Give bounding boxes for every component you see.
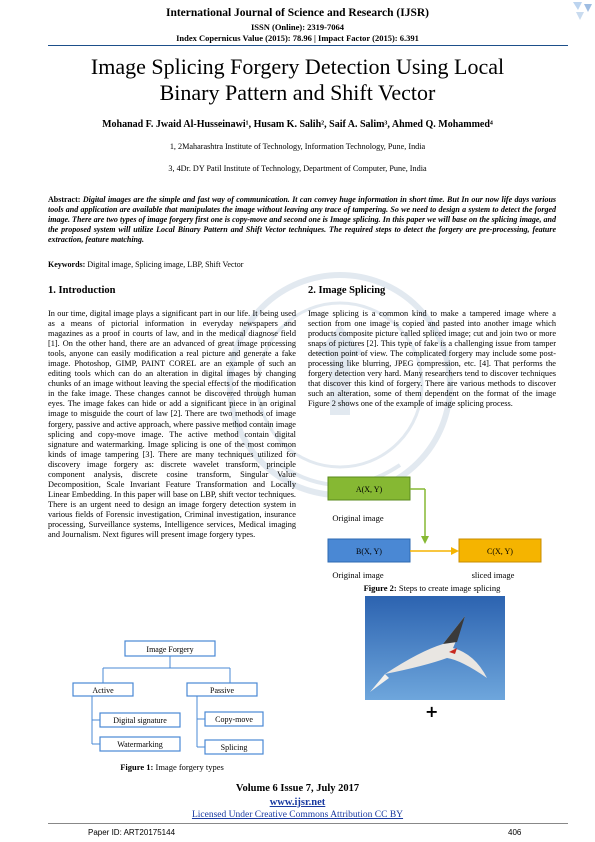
fig1-copy-move-label: Copy-move (215, 715, 253, 724)
section-1-paragraph: In our time, digital image plays a significant part in our life. It being used as a means of pictorial information in everyday newspapers and magazines as a proof in courts of law, and in the medical diagnose field [1]. On the other hand, there are an advanced of great image processing tools, anyone can easily modification a real picture and generate a fake image. Photoshop, GIMP, PAINT COREL are an example of such an editing tools which can do an alteration in digital images by changing chunks of an image without leaving the special effects of the modification in the fake image. These changes cannot be discovered through human eyes. The image fakes can hide or add a significant piece in an original image to misguide the court of law [2]. There are two methods of image forgery, passive and active approach, where passive method contain image splicing and copy-move image. The active method contain digital signature and watermarking. Image splicing is one of the most common kinds of image tampering [3]. There are many techniques utilized for discovery image forgery as: discrete wavelet transform, principle component analysis, discrete cosine transform, Singular Value Decomposition, Scale Invariant Feature Transformation and Locally Linear Embedding. In this paper will base on LBP, shift vector techniques. There is an urgent need to design an image forgery detection system in various fields of Forensic investigation, Criminal investigation, insurance processing, Surveillance systems, Intelligence services, Medical imaging and Journalism. Next figures will present image forgery types. (48, 309, 296, 540)
affiliation-2: 3, 4Dr. DY Patil Institute of Technology, Department of Computer, Pune, India (168, 164, 427, 173)
figure-2-caption-text: Steps to create image splicing (398, 583, 501, 593)
fig1-splicing-label: Splicing (220, 743, 248, 752)
paper-title (30, 54, 565, 106)
figure-1-caption-text: Image forgery types (155, 762, 224, 772)
abstract (48, 195, 556, 245)
section-2-heading: 2. Image Splicing (308, 285, 386, 296)
fig1-active-label: Active (92, 686, 114, 695)
fig2-box-c-label: C(X, Y) (487, 547, 513, 556)
abstract-label: Abstract: (48, 195, 81, 204)
corner-ornament-icon (570, 0, 595, 22)
section-2-body (308, 309, 556, 409)
bird-photo (365, 596, 505, 700)
figure-2-caption (308, 583, 556, 593)
journal-issn: ISSN (Online): 2319-7064 (250, 22, 345, 32)
fig1-digital-signature-label: Digital signature (113, 716, 167, 725)
figure-1-caption-label: Figure 1: (120, 762, 154, 772)
figure-1-diagram (70, 638, 295, 760)
journal-name: International Journal of Science and Research (IJSR) (165, 7, 429, 19)
fig2-original-a-label: Original image (332, 513, 384, 523)
header-divider (48, 45, 568, 46)
fig2-original-b-label: Original image (332, 570, 384, 580)
section-1-heading: 1. Introduction (48, 285, 116, 296)
affiliation-1: 1, 2Maharashtra Institute of Technology, Information Technology, Pune, India (169, 142, 426, 151)
figure-2-caption-label: Figure 2: (363, 583, 397, 593)
footer-url-link[interactable]: www.ijsr.net (269, 797, 326, 808)
keywords (48, 260, 556, 269)
figure-2-diagram (318, 472, 558, 584)
footer-page-number: 406 (508, 828, 522, 837)
section-2-paragraph: Image splicing is a common kind to make a tampered image where a section from one image is copied and pasted into another image which products composite picture called spliced image; cut and join two or more snaps of pictures [2]. This type of fake is a challenging issue from tamper detection point of view. The complicated forgery may include some post-processing like blurring, JPEG compression, etc. [4]. That performs the forgery detection very hard. Many researchers tend to discover techniques that discover this kind of forgery. There are various methods to discover such an alteration, some of them dependent on the format of the image Figure 2 shows one of the example of image splicing process. (308, 309, 556, 409)
section-1-body (48, 309, 296, 540)
fig2-box-a-label: A(X, Y) (355, 485, 383, 494)
paper-title-line-2: Binary Pattern and Shift Vector (159, 80, 436, 105)
fig1-watermarking-label: Watermarking (117, 740, 163, 749)
footer-volume: Volume 6 Issue 7, July 2017 (235, 783, 360, 794)
paper-title-line-1: Image Splicing Forgery Detection Using Local (90, 54, 505, 79)
fig2-spliced-label: sliced image (471, 570, 515, 580)
abstract-text: Digital images are the simple and fast way of communication. It can convey huge information in short time. But In our now life days various tools and application are available that manipulates the image without leaving any trace of tampering. So we need to design a system to detect the forged image. There are two types of image forgery first one is copy-move and second one is Image splicing. In this paper we will base on the splicing image, and the proposed system will utilize Local Binary Pattern and Shift Vector techniques. The required steps to detect the forgery are pre-processing, feature extraction, feature matching. (48, 195, 557, 244)
paper-authors: Mohanad F. Jwaid Al-Husseinawi¹, Husam K. Salih², Saif A. Salim³, Ahmed Q. Mohammed⁴ (102, 119, 493, 130)
journal-index: Index Copernicus Value (2015): 78.96 | Impact Factor (2015): 6.391 (176, 33, 419, 43)
footer-license-link[interactable]: Licensed Under Creative Commons Attribution CC BY (191, 810, 404, 820)
fig2-box-b-label: B(X, Y) (356, 547, 382, 556)
figure-1-caption (48, 762, 296, 772)
fig1-root-label: Image Forgery (146, 645, 194, 654)
fig1-passive-label: Passive (210, 686, 234, 695)
footer-paper-id: Paper ID: ART20175144 (88, 828, 176, 837)
keywords-text: Digital image, Splicing image, LBP, Shift Vector (87, 260, 244, 269)
keywords-label: Keywords: (48, 260, 86, 269)
plus-sign: + (425, 702, 439, 721)
footer-divider (48, 823, 568, 824)
